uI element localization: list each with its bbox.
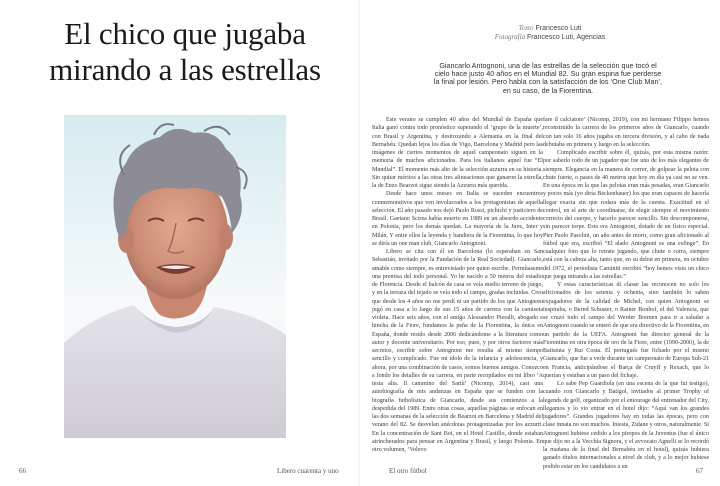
paragraph: Lo sabe Pep Guardiola (en una escena de la que fui testigo), cuando con Giancarlo y Batigol, invitados al primer Trophy of legends de golf, organizado por el entourage del entrenador del City, llegamos y lo vio entrar en el hotel dijo: “Aquí van los grandes jugadores”. Grandes jugadores hay en todas las épocas, pero con clase innata no son muchos. Iniesta, Zidane y otros, naturalmente. Si Antognoni hubiese cedido a los piropos de la Juventus (fue el único que dijo no a la Vecchia Signora, y el avvocato Agnelli se lo recordó la mañana de la final del Bernabéu en el hotel), quizás hubiera ganado títulos internacionales a nivel de club, y a lo mejor hubiese podido estar en los candidatos a un <box>543 381 709 470</box>
running-title-left: Libero cuarenta y uno <box>277 467 339 475</box>
paragraph: Libero se cita con él en Barcelona (lo esperaban en San Sebastián, invitado por la Fundación de la Real Sociedad). Giancarlo, amable como siempre, es entrevistado por quien escribe. Permítaseme una premisa del todo personal. Yo he nacido a 50 metros del estadio de Florencia. Desde el balcón de casa se veía medio terreno de juego, y en la terraza del tejado se veía todo el campo, gradas incluidas. Creo que desde los 4 años no me perdí ni un partido de los que Antognoni jugó en casa a lo largo de sus 15 años de carrera con la camiseta violeta. Hace seis años, con el amigo Alessandro Pieralli, abogado e hincha de la Fiore, fundamos la peña de la Fiorentina, la única en España, donde resido desde 2006 dedicándome a la literatura como autor y docente universitario. Por eso, pues, y por otros factores más secretos, escribir sobre Antognoni me resulta al mismo tiempo sencillo y complicado. Fue mi ídolo de la infancia y adolescencia, y ahora, por una combinación de casos, somos buenos amigos. Conozco a fondo los detalles de su carrera, en parte recopilados en mi libro ‘A testa alta. Il cammino del Sartù’ (Nicomp, 2014), casi una autobiografía de mis andanzas en España que se funden con la biografía futbolística de Giancarlo, desde sus comienzos a la despedida del 1989. Entre otras cosas, aquellas páginas se enfocan en las dos semanas de la selección de Bearzot en Barcelona y Madrid del verano del 82. Se desvelan anécdotas protagonizadas por los azzurri. En la concentración de Sant Boi, en el Hotel Castillo, donde estaban atrincherados para pensar en Argentina y Brasil, y luego Polonia. En otro volumen, ‘Volevo <box>372 249 543 453</box>
title-line-2: mirando a las estrellas <box>49 52 321 87</box>
paragraph: Este verano se cumplen 40 años del Mundial de España que Italia ganó contra todo pronóstico superando el ‘grupo de la muerte’, con Brasil y Argentina, y destrozando a Alemania en la final del Bernabéu. Quedan lejos los días de Vigo, Barcelona y Madrid pero las imágenes de ciertos momentos de aquel campeonato siguen en la memoria de muchos aficionados. Para los italianos aquel fue “El Mundial”. El momento más alto de la selección azzurra en su historia. Sin quitar méritos a las otras tres alineaciones que ganaron la estrella, la de Enzo Bearzot sigue siendo la Azzurra más querida. <box>372 117 543 189</box>
portrait-illustration <box>64 115 286 438</box>
paragraph: Complicado escribir sobre él, quizás, por esta misma razón: por saberlo todo de un jugador que fue uno de los más elegantes de siempre. Elegancia en la manera de correr, de golpear la pelota con chute fuerte, o pases de 40 metros que hoy en día ya casi no se ven. En una época en la que las pelotas eran más pesadas, eran Giancarlo y pocos más (yo diría Beckenbauer) los que eran capaces de hacerla llegar exacta sin que rodara más de la cuenta. Exactitud en el control, en el arte de coordinarse, de elegir siempre el movimiento correcto del cuerpo, y hacerlo parecer sencillo. Sin descomponerse, sin parecer torpe. Esto era Antognoni, dotado de un físico especial. Pier Paolo Pasolini, un año antes de morir, como gran aficionado al fútbol que era, escribió “El alado Antognoni es una esfinge”. En cualquier foto que lo retrate jugando, que chute o corra, siempre está con la cabeza alta, tanto que, en su debut en primera, en octubre del 1972, el periodista Caminiti escribió “hoy hemos visto un chico que juega mirando a las estrellas.” <box>543 150 709 280</box>
credit-photo-author: Francesco Luti, Agencias <box>527 34 606 41</box>
page-number-right: 67 <box>696 467 703 475</box>
article-standfirst: Giancarlo Antognoni, una de las estrellas de la selección que tocó el cielo hace justo 40 años en el Mundial 82. Su gran espina fue perderse la final por lesión. Pero habla con la satisfacción de los ‘One Club Man’, en su caso, de la Fiorentina. <box>433 61 663 95</box>
article-title <box>20 16 350 88</box>
credit-text-label: Texto <box>518 24 534 32</box>
body-column-2 <box>543 116 709 476</box>
paragraph: Y estas características di classe las reconocen no solo los aficionados de los setenta y ochenta, sino también lo saben exjugadores de la calidad de Michel, con quien Antognoni se inspiraba, o Bernd Schuster, o Rainer Bonhof, el del Valencia, que se cruzó todo el campo del Werder Bremen para ir a saludar a Antognoni cuando se enteró de que era directivo de la Fiorentina, en un partido de la UEFA. Antognoni fue director general de la Fiorentina en otra época de oro de la Fiore, entre (1990-2000), la de Batistuta y Rui Costa. El portugués fue fichado por el mismo Giancarlo, que fue a verle durante un campeonato de Europa Sub-21 en Francia, anticipándose el Barça de Cruyff y Rexach, que lo querían y estaban a un paso del fichaje. <box>543 282 709 379</box>
running-title-right: El otro fútbol <box>389 467 427 475</box>
paragraph: fare il calciatore’ (Nicomp, 2019), con mi hermano Filippo hemos reconstruido la carrera de los primeros años de Giancarlo, cuando con tan solo 16 años jugaba en tercera división, y al cabo de nada debutaba en primera y luego en la selección. <box>543 117 709 148</box>
article-credits <box>380 24 720 42</box>
portrait-photo <box>64 115 286 438</box>
credit-text <box>380 24 720 33</box>
paragraph: Desde hace unos meses en Italia se suceden encuentros conmemorativos que ven involucrados a los protagonistas de aquella selección. El año pasado nos dejó Paolo Rossi, pichichi y justiciero de Brasil. Gaetano Scirea había muerto en 1989 en un absurdo accidente en Polonia, pero los demás quedan. La mayoría de la Juve, Inter y Milán. Y entre ellos la leyenda y bandiera de la Fiorentina, lo que hoy se diría un one man club, Giancarlo Antognoni. <box>372 191 543 247</box>
title-line-1: El chico que jugaba <box>64 16 306 51</box>
credit-text-author: Francesco Luti <box>535 25 582 32</box>
credit-photo <box>380 33 720 42</box>
body-column-1 <box>372 116 543 476</box>
credit-photo-label: Fotografía <box>494 33 526 41</box>
page-number-left: 66 <box>19 467 26 475</box>
